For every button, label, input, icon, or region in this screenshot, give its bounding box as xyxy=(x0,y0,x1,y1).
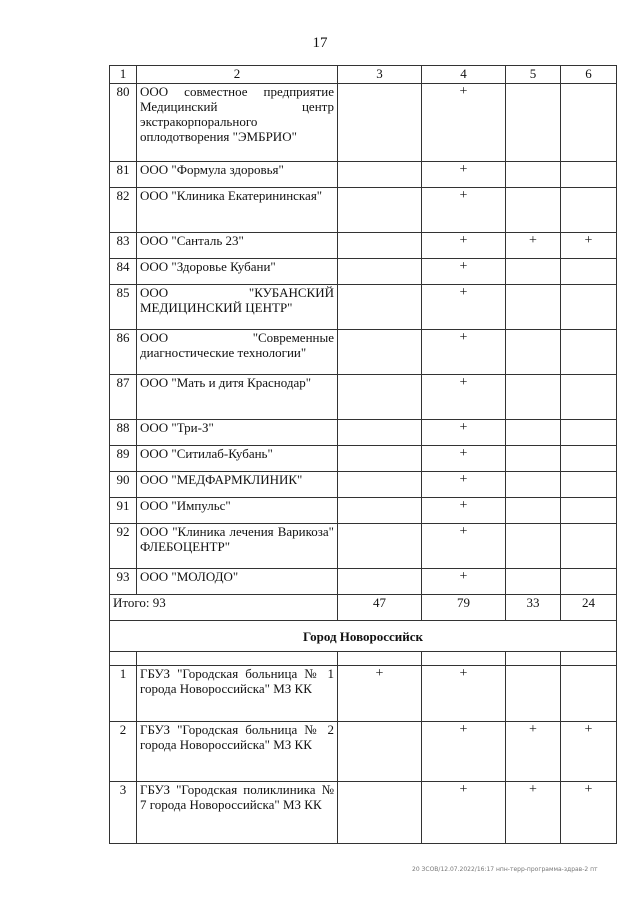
mark-col6: + xyxy=(561,233,617,259)
table-row xyxy=(110,446,617,472)
mark-col4: + xyxy=(422,233,506,259)
table-row xyxy=(110,375,617,420)
table-row xyxy=(110,420,617,446)
total-label: Итого: 93 xyxy=(110,595,338,621)
mark-col5 xyxy=(506,420,561,446)
organization-name: ГБУЗ "Городская больница № 1 города Новороссийска" МЗ КК xyxy=(137,666,338,722)
mark-col5 xyxy=(506,446,561,472)
row-number: 92 xyxy=(110,524,137,569)
mark-col5 xyxy=(506,162,561,188)
mark-col4: + xyxy=(422,782,506,844)
mark-col6: + xyxy=(561,722,617,782)
row-number: 3 xyxy=(110,782,137,844)
mark-col5: + xyxy=(506,233,561,259)
mark-col4: + xyxy=(422,569,506,595)
mark-col3 xyxy=(338,259,422,285)
header-cell: 2 xyxy=(137,66,338,84)
empty-cell xyxy=(137,652,338,666)
mark-col3 xyxy=(338,330,422,375)
table-row xyxy=(110,472,617,498)
mark-col5 xyxy=(506,569,561,595)
header-row xyxy=(110,66,617,84)
table-row xyxy=(110,782,617,844)
mark-col3 xyxy=(338,569,422,595)
mark-col6 xyxy=(561,569,617,595)
table-row xyxy=(110,524,617,569)
mark-col4: + xyxy=(422,162,506,188)
mark-col4: + xyxy=(422,472,506,498)
mark-col3: + xyxy=(338,666,422,722)
organization-name: ООО "Здоровье Кубани" xyxy=(137,259,338,285)
organization-name: ООО "Формула здоровья" xyxy=(137,162,338,188)
mark-col4: + xyxy=(422,498,506,524)
table-row xyxy=(110,498,617,524)
mark-col3 xyxy=(338,420,422,446)
organization-name: ООО "Мать и дитя Краснодар" xyxy=(137,375,338,420)
mark-col6 xyxy=(561,188,617,233)
empty-cell xyxy=(561,652,617,666)
row-number: 88 xyxy=(110,420,137,446)
row-number: 89 xyxy=(110,446,137,472)
mark-col4: + xyxy=(422,722,506,782)
table-row xyxy=(110,330,617,375)
row-number: 81 xyxy=(110,162,137,188)
mark-col5 xyxy=(506,472,561,498)
table-row xyxy=(110,569,617,595)
mark-col3 xyxy=(338,524,422,569)
page-number: 17 xyxy=(312,35,328,51)
mark-col5 xyxy=(506,188,561,233)
mark-col6 xyxy=(561,84,617,162)
row-number: 80 xyxy=(110,84,137,162)
mark-col5 xyxy=(506,285,561,330)
mark-col3 xyxy=(338,84,422,162)
mark-col3 xyxy=(338,472,422,498)
organization-name: ООО совместное предприятие Медицинский центр экстракорпорального оплодотворения "ЭМБРИО" xyxy=(137,84,338,162)
mark-col3 xyxy=(338,446,422,472)
mark-col4: + xyxy=(422,524,506,569)
mark-col3 xyxy=(338,162,422,188)
mark-col4: + xyxy=(422,375,506,420)
table-row xyxy=(110,84,617,162)
header-cell: 3 xyxy=(338,66,422,84)
mark-col6 xyxy=(561,524,617,569)
organizations-table xyxy=(109,65,617,844)
mark-col3 xyxy=(338,782,422,844)
total-value: 79 xyxy=(422,595,506,621)
row-number: 2 xyxy=(110,722,137,782)
spacer-row xyxy=(110,652,617,666)
header-cell: 1 xyxy=(110,66,137,84)
table-row xyxy=(110,162,617,188)
table-row xyxy=(110,285,617,330)
mark-col5 xyxy=(506,498,561,524)
empty-cell xyxy=(422,652,506,666)
table-row xyxy=(110,666,617,722)
mark-col4: + xyxy=(422,420,506,446)
row-number: 90 xyxy=(110,472,137,498)
header-cell: 5 xyxy=(506,66,561,84)
footer-stamp: 20 ЗСОВ/12.07.2022/16:17 нпн-терр-программа-здрав-2 пт xyxy=(412,866,598,873)
total-value: 24 xyxy=(561,595,617,621)
mark-col5 xyxy=(506,666,561,722)
mark-col6 xyxy=(561,330,617,375)
total-value: 47 xyxy=(338,595,422,621)
organization-name: ООО "Санталь 23" xyxy=(137,233,338,259)
row-number: 91 xyxy=(110,498,137,524)
mark-col6: + xyxy=(561,782,617,844)
row-number: 83 xyxy=(110,233,137,259)
organization-name: ООО "Клиника Екатерининская" xyxy=(137,188,338,233)
organization-name: ГБУЗ "Городская поликлиника № 7 города Новороссийска" МЗ КК xyxy=(137,782,338,844)
organization-name: ООО "Клиника лечения Варикоза" ФЛЕБОЦЕНТР" xyxy=(137,524,338,569)
organization-name: ООО "КУБАНСКИЙ МЕДИЦИНСКИЙ ЦЕНТР" xyxy=(137,285,338,330)
mark-col4: + xyxy=(422,84,506,162)
mark-col4: + xyxy=(422,446,506,472)
mark-col6 xyxy=(561,162,617,188)
table-row xyxy=(110,233,617,259)
mark-col3 xyxy=(338,375,422,420)
mark-col6 xyxy=(561,498,617,524)
empty-cell xyxy=(338,652,422,666)
table-row xyxy=(110,722,617,782)
total-value: 33 xyxy=(506,595,561,621)
mark-col5 xyxy=(506,259,561,285)
mark-col4: + xyxy=(422,666,506,722)
mark-col5 xyxy=(506,84,561,162)
mark-col6 xyxy=(561,375,617,420)
mark-col6 xyxy=(561,666,617,722)
mark-col3 xyxy=(338,233,422,259)
mark-col5 xyxy=(506,330,561,375)
mark-col5 xyxy=(506,375,561,420)
row-number: 86 xyxy=(110,330,137,375)
total-row xyxy=(110,595,617,621)
mark-col6 xyxy=(561,285,617,330)
header-cell: 4 xyxy=(422,66,506,84)
mark-col5 xyxy=(506,524,561,569)
empty-cell xyxy=(110,652,137,666)
row-number: 85 xyxy=(110,285,137,330)
mark-col4: + xyxy=(422,330,506,375)
row-number: 82 xyxy=(110,188,137,233)
section-header-row xyxy=(110,621,617,652)
organization-name: ООО "Современные диагностические технологии" xyxy=(137,330,338,375)
organization-name: ООО "Ситилаб-Кубань" xyxy=(137,446,338,472)
table-row xyxy=(110,259,617,285)
mark-col4: + xyxy=(422,188,506,233)
mark-col3 xyxy=(338,722,422,782)
organization-name: ООО "Три-З" xyxy=(137,420,338,446)
mark-col6 xyxy=(561,259,617,285)
row-number: 1 xyxy=(110,666,137,722)
section-title: Город Новороссийск xyxy=(110,621,617,652)
empty-cell xyxy=(506,652,561,666)
table-row xyxy=(110,188,617,233)
mark-col4: + xyxy=(422,259,506,285)
row-number: 93 xyxy=(110,569,137,595)
organization-name: ООО "МОЛОДО" xyxy=(137,569,338,595)
mark-col5: + xyxy=(506,782,561,844)
mark-col3 xyxy=(338,498,422,524)
mark-col4: + xyxy=(422,285,506,330)
header-cell: 6 xyxy=(561,66,617,84)
mark-col6 xyxy=(561,446,617,472)
mark-col3 xyxy=(338,188,422,233)
mark-col3 xyxy=(338,285,422,330)
row-number: 84 xyxy=(110,259,137,285)
organization-name: ООО "Импульс" xyxy=(137,498,338,524)
mark-col5: + xyxy=(506,722,561,782)
organization-name: ООО "МЕДФАРМКЛИНИК" xyxy=(137,472,338,498)
organization-name: ГБУЗ "Городская больница № 2 города Новороссийска" МЗ КК xyxy=(137,722,338,782)
mark-col6 xyxy=(561,420,617,446)
mark-col6 xyxy=(561,472,617,498)
row-number: 87 xyxy=(110,375,137,420)
